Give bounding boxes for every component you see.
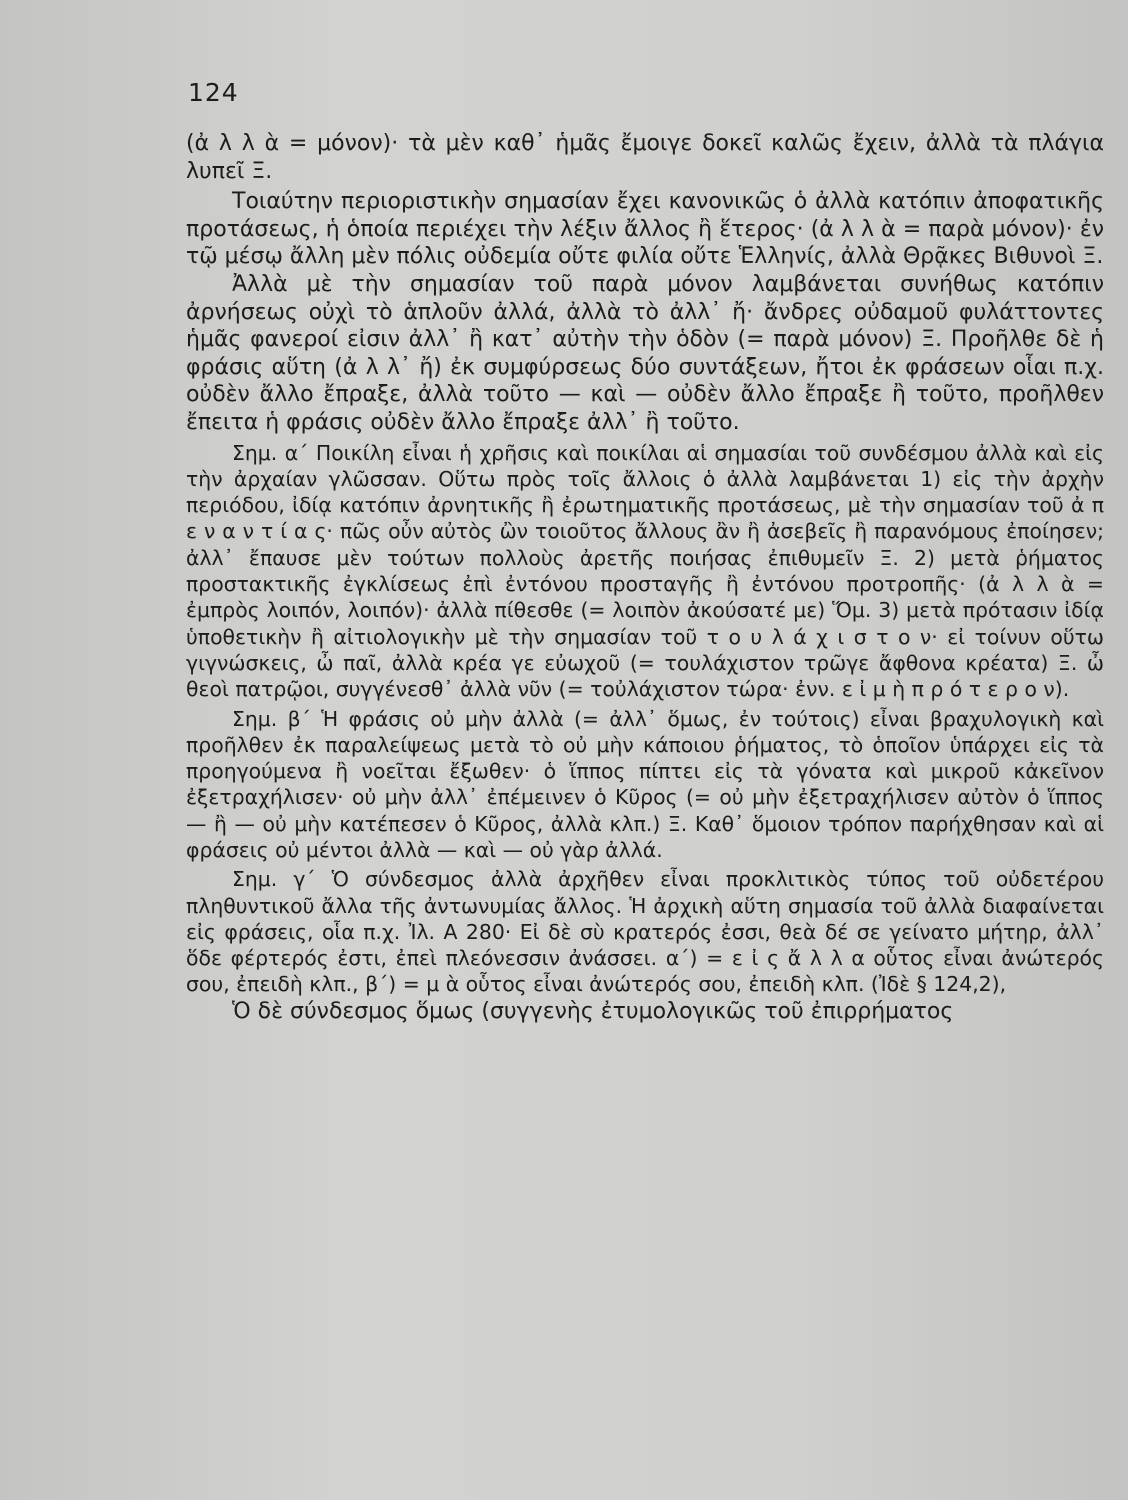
note-gamma: Σημ. γ΄ Ὁ σύνδεσμος ἀλλὰ ἀρχῆθεν εἶναι προκλιτικὸς τύπος τοῦ οὐδετέρου πληθυντικοῦ ἄλλα τῆς ἀντωνυμίας ἄλλος. Ἡ ἀρχικὴ αὕτη σημασία τοῦ ἀλλὰ διαφαίνεται εἰς φράσεις, οἷα π.χ. Ἰλ. Α 280· Εἰ δὲ σὺ κρατερός ἐσσι, θεὰ δέ σε γείνατο μήτηρ, ἀλλ᾽ ὅδε φέρτερός ἐστι, ἐπεὶ πλεόνεσσιν ἀνάσσει. α΄) = ε ἰ ς ἄ λ λ α οὗτος εἶναι ἀνώτερός σου, ἐπειδὴ κλπ., β΄) = μ ὰ οὗτος εἶναι ἀνώτερός σου, ἐπειδὴ κλπ. (Ἰδὲ § 124,2), (186, 867, 1104, 997)
note-beta: Σημ. β΄ Ἡ φράσις οὐ μὴν ἀλλὰ (= ἀλλ᾽ ὅμως, ἐν τούτοις) εἶναι βραχυλογικὴ καὶ προῆλθεν ἐκ παραλείψεως μετὰ τὸ οὐ μὴν κάποιου ῥήματος, τὸ ὁποῖον ὑπάρχει εἰς τὰ προηγούμενα ἢ νοεῖται ἔξωθεν· ὁ ἵππος πίπτει εἰς τὰ γόνατα καὶ μικροῦ κἀκεῖνον ἐξετραχήλισεν· οὐ μὴν ἀλλ᾽ ἐπέμεινεν ὁ Κῦρος (= οὐ μὴν ἐξετραχήλισεν αὐτὸν ὁ ἵππος — ἢ — οὐ μὴν κατέπεσεν ὁ Κῦρος, ἀλλὰ κλπ.) Ξ. Καθ᾽ ὅμοιον τρόπον παρήχθησαν καὶ αἱ φράσεις οὐ μέντοι ἀλλὰ — καὶ — οὐ γὰρ ἀλλά. (186, 706, 1104, 862)
note-alpha: Σημ. α΄ Ποικίλη εἶναι ἡ χρῆσις καὶ ποικίλαι αἱ σημασίαι τοῦ συνδέσμου ἀλλὰ καὶ εἰς τὴν ἀρχαίαν γλῶσσαν. Οὕτω πρὸς τοῖς ἄλλοις ὁ ἀλλὰ λαμβάνεται 1) εἰς τὴν ἀρχὴν περιόδου, ἰδίᾳ κατόπιν ἀρνητικῆς ἢ ἐρωτηματικῆς προτάσεως, μὲ τὴν σημασίαν τοῦ ἀ π ε ν α ν τ ί α ς· πῶς οὖν αὐτὸς ὢν τοιοῦτος ἄλλους ἂν ἢ ἀσεβεῖς ἢ παρανόμους ἐποίησεν; ἀλλ᾽ ἔπαυσε μὲν τούτων πολλοὺς ἀρετῆς ποιήσας ἐπιθυμεῖν Ξ. 2) μετὰ ῥήματος προστακτικῆς ἐγκλίσεως ἐπὶ ἐντόνου προσταγῆς ἢ ἐντόνου προτροπῆς· (ἀ λ λ ὰ = ἐμπρὸς λοιπόν, λοιπόν)· ἀλλὰ πίθεσθε (= λοιπὸν ἀκούσατέ με) Ὅμ. 3) μετὰ πρότασιν ἰδίᾳ ὑποθετικὴν ἢ αἰτιολογικὴν μὲ τὴν σημασίαν τοῦ τ ο υ λ ά χ ι σ τ ο ν· εἰ τοίνυν οὕτω γιγνώσκεις, ὦ παῖ, ἀλλὰ κρέα γε εὐωχοῦ (= τουλάχιστον τρῶγε ἄφθονα κρέατα) Ξ. ὦ θεοὶ πατρῷοι, συγγένεσθ᾽ ἀλλὰ νῦν (= τοὐλάχιστον τώρα· ἐνν. ε ἰ μ ὴ π ρ ό τ ε ρ ο ν). (186, 440, 1104, 702)
paragraph-continuation: (ἀ λ λ ὰ = μόνον)· τὰ μὲν καθ᾽ ἡμᾶς ἔμοιγε δοκεῖ καλῶς ἔχειν, ἀλλὰ τὰ πλάγια λυπεῖ Ξ. (186, 131, 1104, 184)
page-number: 124 (188, 78, 239, 107)
paragraph-omos: Ὁ δὲ σύνδεσμος ὅμως (συγγενὴς ἐτυμολογικῶς τοῦ ἐπιρρήματος (232, 998, 954, 1024)
paragraph-restrictive-meaning: Τοιαύτην περιοριστικὴν σημασίαν ἔχει κανονικῶς ὁ ἀλλὰ κατόπιν ἀποφατικῆς προτάσεως, ἡ ὁποία περιέχει τὴν λέξιν ἄλλος ἢ ἕτερος· (ἀ λ λ ὰ = παρὰ μόνον)· ἐν τῷ μέσῳ ἄλλη μὲν πόλις οὐδεμία οὔτε φιλία οὔτε Ἑλληνίς, ἀλλὰ Θρᾷκες Βιθυνοὶ Ξ. (186, 189, 1104, 270)
body-text (186, 130, 1104, 1025)
paragraph-alla-meaning-para-monon: Ἀλλὰ μὲ τὴν σημασίαν τοῦ παρὰ μόνον λαμβάνεται συνήθως κατόπιν ἀρνήσεως οὐχὶ τὸ ἁπλοῦν ἀλλά, ἀλλὰ τὸ ἀλλ᾽ ἤ· ἄνδρες οὐδαμοῦ φυλάττοντες ἡμᾶς φανεροί εἰσιν ἀλλ᾽ ἢ κατ᾽ αὐτὴν τὴν ὁδὸν (= παρὰ μόνον) Ξ. Προῆλθε δὲ ἡ φράσις αὕτη (ἀ λ λ᾽ ἤ) ἐκ συμφύρσεως δύο συντάξεων, ἤτοι ἐκ φράσεων οἷαι π.χ. οὐδὲν ἄλλο ἔπραξε, ἀλλὰ τοῦτο — καὶ — οὐδὲν ἄλλο ἔπραξε ἢ τοῦτο, προῆλθεν ἔπειτα ἡ φράσις οὐδὲν ἄλλο ἔπραξε ἀλλ᾽ ἢ τοῦτο. (186, 271, 1104, 435)
